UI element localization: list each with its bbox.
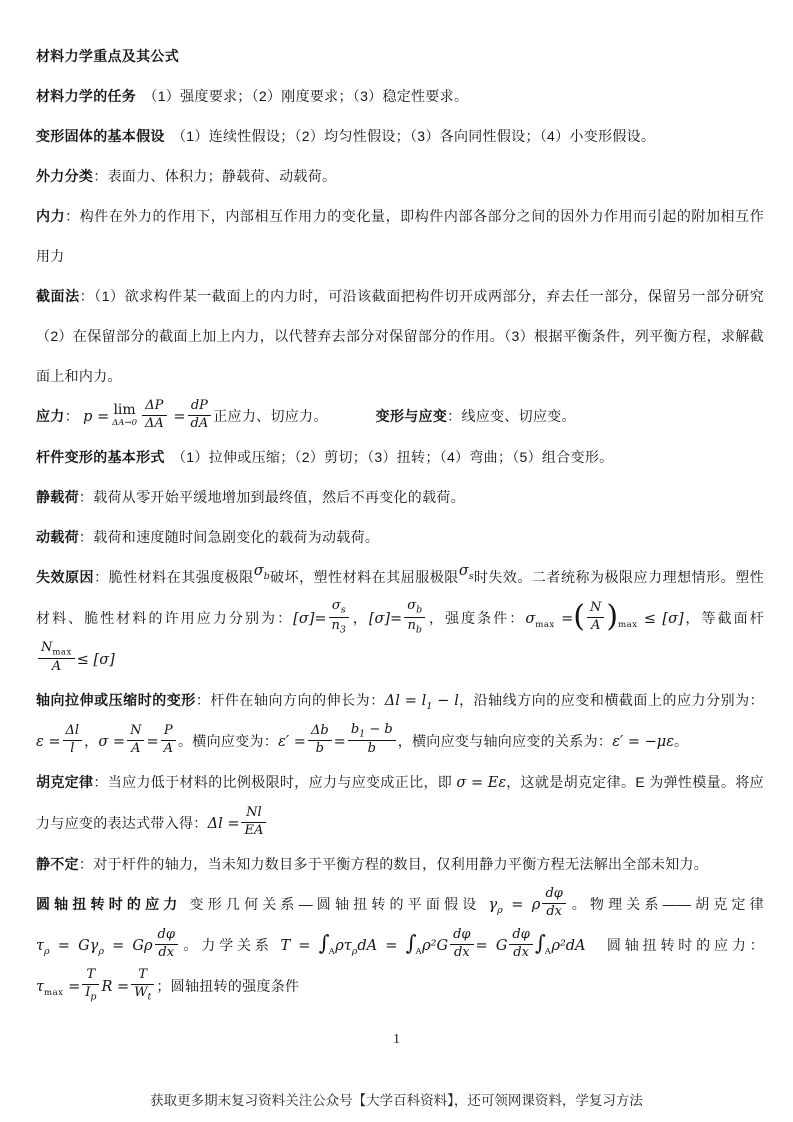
fraction-numerator: P [161, 724, 176, 741]
axial-text-2: ，沿轴线方向的应变和横截面上的应力分别为： [458, 692, 764, 708]
formula-strength-condition [525, 599, 684, 634]
symbol-tau: τ [36, 938, 45, 954]
term-hooke-law: 胡克定律 [36, 774, 94, 790]
formula-uniform-bar [36, 639, 115, 675]
formula-part: = G [475, 938, 508, 954]
fraction [127, 724, 144, 757]
formula-lhs: [σ]= [293, 611, 327, 627]
fraction [188, 399, 212, 432]
fraction-numerator: ΔP [142, 399, 167, 416]
fraction [542, 887, 565, 920]
symbol-sigma: σ [525, 611, 536, 627]
limit-block [112, 403, 137, 428]
fraction-denominator: ΔA [144, 415, 164, 431]
subscript-max: max [52, 647, 72, 658]
equals-sign: = [116, 979, 130, 995]
symbol-gamma: γ [89, 938, 99, 954]
para-static-load-body: ：载荷从零开始平缓地增加到最终值，然后不再变化的载荷。 [78, 489, 466, 505]
symbol-sigma: σ [407, 598, 417, 614]
torsion-text-4: 圆轴扭转时的应力： [585, 937, 764, 953]
fraction-denominator: b [367, 741, 376, 757]
symbol-N: N [41, 639, 53, 655]
symbol-sigma: σ [253, 563, 264, 579]
fraction-numerator: Δl [63, 724, 83, 741]
integral-sign: ∫ [318, 931, 330, 955]
axial-text-5: ，横向应变与轴向应变的关系为： [397, 733, 613, 749]
symbol-W: W [134, 984, 148, 1000]
fraction-numerator: dφ [155, 928, 178, 945]
fraction-numerator [38, 641, 75, 659]
subscript-max: max [618, 619, 638, 630]
fraction-denominator: A [51, 659, 62, 675]
term-static-indeterminate: 静不定 [36, 856, 79, 872]
term-internal-force: 内力 [36, 208, 66, 224]
term-stress: 应力 [36, 408, 65, 424]
subscript-max: max [44, 987, 64, 998]
equals-sign: = G [57, 938, 90, 954]
fraction-numerator: N [587, 601, 604, 618]
formula-sigma-s [458, 563, 474, 582]
fraction [308, 724, 332, 757]
fraction-denominator: A [131, 740, 141, 756]
term-task: 材料力学的任务 [36, 88, 137, 104]
fraction-denominator: l [70, 740, 75, 756]
formula-part: ρ²G [422, 938, 449, 954]
formula-part: ρ²dA [551, 938, 586, 954]
fraction-denominator: dx [158, 944, 175, 960]
subscript-rho: ρ [98, 945, 104, 957]
subscript-A: A [544, 946, 552, 957]
para-internal-force-body: ：构件在外力的作用下，内部相互作用力的变化量，即构件内部各部分之间的因外力作用而引起的附加相互作用力 [36, 208, 764, 264]
formula-lhs: σ = [98, 734, 126, 750]
fraction [142, 399, 167, 432]
para-deformation-forms [36, 437, 764, 477]
para-dynamic-load [36, 517, 764, 557]
formula-lhs: Δl = [207, 816, 240, 832]
fraction-denominator: dx [513, 944, 529, 960]
fraction-denominator: dA [190, 415, 209, 431]
formula-allowable-stress-plastic [293, 598, 351, 636]
subscript-b: b [416, 605, 423, 616]
fraction-denominator: A [590, 617, 601, 633]
formula-lhs: [σ]= [368, 611, 403, 627]
fraction [63, 724, 83, 757]
term-deformation-forms: 杆件变形的基本形式 [36, 449, 165, 465]
stress-colon: ： [64, 408, 79, 424]
failure-text-5: ，等截面杆 [683, 610, 765, 626]
fraction [587, 601, 604, 634]
para-external-force-body: ：表面力、体积力；静载荷、动载荷。 [93, 168, 337, 184]
term-external-force: 外力分类 [36, 168, 94, 184]
subscript-p: p [90, 991, 97, 1003]
subscript-s: s [468, 570, 474, 582]
page-number: 1 [393, 1032, 400, 1047]
fraction [161, 724, 176, 757]
subscript-s: s [340, 605, 346, 616]
para-task [36, 76, 764, 116]
formula-elongation [384, 693, 459, 712]
integral-sign: ∫ [405, 931, 417, 955]
axial-text-6: 。 [673, 733, 689, 749]
para-failure [36, 557, 764, 680]
failure-text-4: ，强度条件： [427, 610, 526, 626]
term-failure: 失效原因 [36, 569, 95, 585]
term-deformation-strain: 变形与应变 [375, 408, 448, 424]
para-torsion [36, 884, 764, 1007]
integral-sign: ∫ [534, 931, 546, 955]
formula-lhs: p = [83, 409, 110, 425]
fraction-numerator: N [127, 724, 144, 741]
symbol-sigma: σ [458, 563, 469, 579]
fraction-denominator: b [315, 740, 324, 756]
para-axial-deformation [36, 680, 764, 762]
equals-sign: = Gρ [112, 938, 153, 954]
torsion-text-1: 变形几何关系—圆轴扭转的平面假设 [189, 896, 489, 912]
fraction [38, 641, 75, 675]
formula-part: − l [432, 693, 459, 709]
para-internal-force [36, 196, 764, 276]
page-title [36, 36, 764, 76]
symbol-n: n [407, 617, 416, 633]
torsion-text-5: ；圆轴扭转的强度条件 [156, 978, 300, 994]
axial-text-1: ：杆件在轴向方向的伸长为： [195, 692, 385, 708]
para-assumptions-body: （1）连续性假设；（2）均匀性假设；（3）各向同性假设；（4）小变形假设。 [164, 128, 656, 144]
inequality: ≤ [σ] [643, 611, 684, 627]
fraction-numerator: T [82, 968, 99, 985]
subscript-1: 1 [359, 728, 366, 740]
torsion-text-3: 。力学关系 [179, 937, 281, 953]
subscript-rho: ρ [44, 945, 50, 957]
equals-sign: = [68, 979, 81, 995]
formula-hooke: σ = Eε [456, 775, 507, 791]
fraction [329, 599, 349, 634]
fraction-numerator: dP [188, 399, 212, 416]
fraction-numerator: T [131, 968, 154, 985]
para-strain-body: ：线应变、切应变。 [447, 408, 576, 424]
axial-text-4: 。横向应变为： [178, 733, 279, 749]
fraction [509, 928, 532, 961]
para-assumptions [36, 116, 764, 156]
fraction-denominator: dx [546, 903, 562, 919]
fraction-denominator: A [163, 740, 173, 756]
subscript-A: A [328, 946, 336, 957]
term-static-load: 静载荷 [36, 489, 79, 505]
fraction [348, 723, 396, 757]
fraction-numerator [329, 599, 349, 617]
term-assumptions: 变形固体的基本假设 [36, 128, 165, 144]
fraction-numerator: Δb [308, 724, 332, 741]
comma: ， [350, 610, 369, 626]
hooke-text-2: ，这就是胡克定律。E 为弹性模量。将应力与应变的表达式带入得： [36, 774, 764, 831]
fraction-denominator [82, 985, 99, 1002]
formula-poisson-relation: ε′ = −με [612, 734, 674, 750]
subscript-t: t [147, 991, 152, 1003]
failure-text-2: 破坏，塑性材料在其屈服极限 [269, 569, 459, 585]
fraction-numerator [348, 723, 396, 741]
fraction-denominator [131, 985, 154, 1002]
symbol-sigma: σ [331, 598, 341, 614]
equals-sign: = [173, 409, 186, 425]
formula-elongation-ea [207, 804, 269, 838]
subscript-A: A [415, 946, 423, 957]
para-static-load [36, 477, 764, 517]
equals-sign: = [333, 734, 346, 750]
formula-part: Δl = l [384, 693, 427, 709]
formula-lhs: ε′ = [278, 734, 306, 750]
subscript-rho: ρ [497, 904, 503, 916]
subscript-1: 1 [426, 700, 433, 712]
para-static-indeterminate-body: ：对于杆件的轴力，当未知力数目多于平衡方程的数目，仅利用静力平衡方程无法解出全部未知力。 [78, 856, 709, 872]
open-paren: ( [573, 599, 585, 634]
symbol-tau: τ [36, 979, 45, 995]
formula-part: − b [365, 721, 393, 737]
equals-sign: = ρ [511, 897, 541, 913]
para-static-indeterminate [36, 844, 764, 884]
symbol-n: n [331, 617, 340, 633]
para-stress [36, 396, 764, 437]
term-axial-deformation: 轴向拉伸或压缩时的变形 [36, 692, 196, 708]
page-title-text: 材料力学重点及其公式 [36, 48, 179, 64]
subscript-3: 3 [339, 624, 346, 636]
inequality: ≤ [σ] [76, 652, 115, 668]
formula-part: dA = [357, 938, 398, 954]
limit-subscript: ΔA→0 [112, 417, 137, 428]
para-section-method [36, 276, 764, 396]
failure-text-1: ：脆性材料在其强度极限 [94, 569, 254, 585]
para-hooke-law [36, 762, 764, 844]
subscript-b: b [415, 624, 422, 636]
para-section-method-body: ：（1）欲求构件某一截面上的内力时，可沿该截面把构件切开成两部分，弃去任一部分，保留另一部分研究（2）在保留部分的截面上加上内力，以代替弃去部分对保留部分的作用。（3）根据平衡条件，列平衡方程，求解截面上和内力。 [36, 288, 764, 384]
formula-lhs: ε = [36, 734, 61, 750]
fraction [241, 806, 266, 839]
symbol-R: R [101, 979, 113, 995]
fraction-numerator: dφ [542, 887, 565, 904]
formula-max-shear-stress [36, 966, 156, 1003]
subscript-rho: ρ [351, 945, 358, 957]
stress-after-text: 正应力、切应力。 [213, 408, 328, 424]
subscript-b: b [263, 570, 270, 582]
fraction-denominator [404, 618, 425, 635]
equals-sign: = [146, 734, 159, 750]
term-dynamic-load: 动载荷 [36, 529, 79, 545]
formula-part: ρτ [335, 938, 352, 954]
subscript-max: max [535, 619, 555, 630]
term-torsion-stress: 圆轴扭转时的应力 [36, 896, 182, 912]
fraction-numerator: dφ [450, 928, 473, 945]
formula-axial-stress [98, 722, 178, 756]
fraction-denominator [329, 618, 349, 635]
fraction-numerator: dφ [509, 928, 532, 945]
torsion-text-2: 。物理关系——胡克定律 [567, 896, 764, 912]
formula-sigma-b [253, 563, 270, 582]
axial-text-3: ， [84, 733, 99, 749]
hooke-text-1: ：当应力低于材料的比例极限时，应力与应变成正比，即 [93, 774, 457, 790]
symbol-gamma: γ [488, 897, 498, 913]
symbol-I: I [85, 984, 91, 1000]
fraction-numerator: Nl [241, 806, 266, 823]
para-deformation-forms-body: （1）拉伸或压缩；（2）剪切；（3）扭转；（4）弯曲；（5）组合变形。 [164, 449, 614, 465]
failure-text-3: 时失效。二者统称为极限应力理想情形。塑性材料、脆性材料的许用应力分别为： [36, 569, 765, 626]
formula-part: b [350, 721, 360, 737]
close-paren: ) [606, 599, 619, 634]
fraction [155, 928, 178, 961]
fraction-denominator: EA [244, 822, 264, 838]
footer-promo-text: 获取更多期末复习资料关注公众号【大学百科资料】，还可领网课资料，学复习方法 [150, 1093, 643, 1108]
para-task-body: （1）强度要求；（2）刚度要求；（3）稳定性要求。 [136, 88, 469, 104]
fraction [450, 928, 473, 961]
formula-lhs: T = [280, 938, 311, 954]
para-dynamic-load-body: ：载荷和速度随时间急剧变化的载荷为动载荷。 [78, 529, 380, 545]
equals-sign: = [561, 611, 574, 627]
limit-word: lim [113, 401, 136, 418]
fraction-numerator [404, 599, 425, 617]
fraction [131, 968, 154, 1002]
fraction [82, 968, 99, 1002]
para-external-force [36, 156, 764, 196]
fraction-denominator: dx [453, 944, 470, 960]
term-section-method: 截面法 [36, 288, 80, 304]
fraction [404, 599, 425, 634]
formula-allowable-stress-brittle [368, 598, 427, 636]
